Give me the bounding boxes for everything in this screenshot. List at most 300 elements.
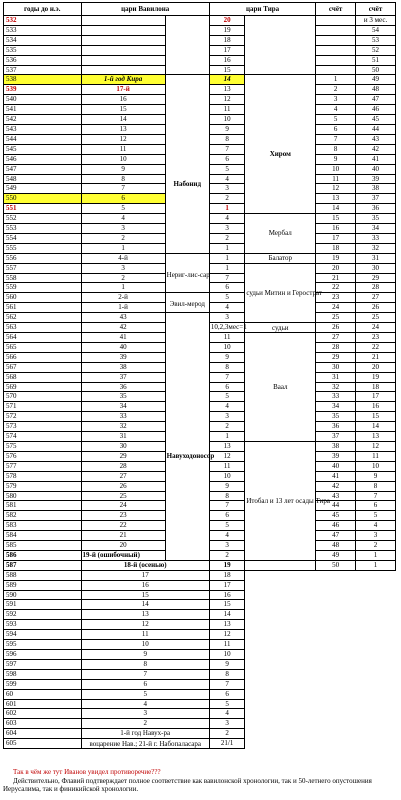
babylon-year-cell: 4-й (81, 253, 165, 263)
count-1-cell (316, 25, 356, 35)
count-1-cell: 24 (316, 303, 356, 313)
table-row (4, 729, 396, 739)
count-1-cell: 34 (316, 402, 356, 412)
tyre-year-cell: 7 (209, 679, 244, 689)
count-1-cell: 30 (316, 362, 356, 372)
year-cell: 576 (4, 451, 82, 461)
table-body (4, 16, 396, 749)
babylon-year-cell: 1-й год Кира (81, 75, 165, 85)
count-2-cell: 47 (356, 95, 396, 105)
tyre-year-cell: 15 (209, 65, 244, 75)
year-cell: 532 (4, 16, 82, 26)
year-cell: 573 (4, 422, 82, 432)
year-cell: 549 (4, 184, 82, 194)
babylon-year-cell: 3 (81, 224, 165, 234)
count-2-cell: 35 (356, 214, 396, 224)
tyre-year-cell: 4 (209, 709, 244, 719)
babylon-year-cell: 1 (81, 243, 165, 253)
year-cell: 588 (4, 570, 82, 580)
table-row (4, 709, 396, 719)
babylon-year-cell: 33 (81, 412, 165, 422)
count-1-cell: 9 (316, 154, 356, 164)
count-2-cell: 42 (356, 144, 396, 154)
year-cell: 596 (4, 650, 82, 660)
count-1-cell: 18 (316, 243, 356, 253)
year-cell: 566 (4, 352, 82, 362)
count-1-cell: 3 (316, 95, 356, 105)
count-2-cell: 9 (356, 471, 396, 481)
babylon-year-cell: 35 (81, 392, 165, 402)
year-cell: 571 (4, 402, 82, 412)
count-1-cell: 42 (316, 481, 356, 491)
babylon-year-cell: 26 (81, 481, 165, 491)
blank-cell (245, 699, 396, 709)
babylon-year-cell: 41 (81, 333, 165, 343)
count-2-cell: 14 (356, 422, 396, 432)
babylon-year-cell: 25 (81, 491, 165, 501)
tyre-year-cell: 2 (209, 233, 244, 243)
count-1-cell: 50 (316, 560, 356, 570)
tyre-year-cell: 1 (209, 263, 244, 273)
count-2-cell: 43 (356, 134, 396, 144)
babylon-year-cell: 6 (81, 194, 165, 204)
tyre-year-cell: 5 (209, 521, 244, 531)
tyre-year-cell: 13 (209, 441, 244, 451)
tyre-year-cell: 1 (209, 243, 244, 253)
babylon-year-cell (81, 16, 165, 26)
babylon-year-cell: 7 (81, 184, 165, 194)
count-1-cell: 4 (316, 105, 356, 115)
tyre-year-cell: 14 (209, 610, 244, 620)
tyre-year-cell: 10 (209, 342, 244, 352)
year-cell: 552 (4, 214, 82, 224)
count-1-cell: 33 (316, 392, 356, 402)
tyre-year-cell: 11 (209, 333, 244, 343)
year-cell: 582 (4, 511, 82, 521)
count-2-cell: 16 (356, 402, 396, 412)
babylon-year-cell: 7 (81, 669, 209, 679)
tyre-label-empty (245, 560, 316, 570)
year-cell: 547 (4, 164, 82, 174)
count-1-cell: 21 (316, 273, 356, 283)
header-tyre-kings: цари Тира (209, 3, 315, 16)
tyre-year-cell: 7 (209, 273, 244, 283)
babylon-year-cell (81, 35, 165, 45)
count-2-cell: 45 (356, 115, 396, 125)
count-1-cell: 22 (316, 283, 356, 293)
table-row (4, 659, 396, 669)
babylon-year-cell: 43 (81, 313, 165, 323)
year-cell: 550 (4, 194, 82, 204)
tyre-year-cell: 20 (209, 16, 244, 26)
tyre-year-cell: 11 (209, 640, 244, 650)
count-1-cell: 14 (316, 204, 356, 214)
count-1-cell: 29 (316, 352, 356, 362)
conclusion-paragraph: Действительно, Флавий подтверждает полное соответствие как вавилонской хронологии, так и 50-летнего опустошения Иерусалима, так и финикийской хронологии. (3, 776, 372, 793)
year-cell: 597 (4, 659, 82, 669)
year-cell: 584 (4, 531, 82, 541)
tyre-year-cell: 19 (209, 25, 244, 35)
count-1-cell: 7 (316, 134, 356, 144)
header-count-1: счёт (316, 3, 356, 16)
year-cell: 541 (4, 105, 82, 115)
count-2-cell: 2 (356, 541, 396, 551)
year-cell: 590 (4, 590, 82, 600)
babylon-year-cell: 14 (81, 115, 165, 125)
year-cell: 577 (4, 461, 82, 471)
year-cell: 587 (4, 560, 82, 570)
blank-cell (245, 669, 396, 679)
tyre-year-cell: 10 (209, 471, 244, 481)
count-1-cell: 41 (316, 471, 356, 481)
header-babylon-kings: цари Вавилона (81, 3, 209, 16)
tyre-year-cell: 4 (209, 303, 244, 313)
tyre-year-cell: 13 (209, 85, 244, 95)
count-2-cell: 25 (356, 313, 396, 323)
babylon-label-nabonid: Набонид (165, 75, 209, 253)
blank-cell (245, 679, 396, 689)
babylon-year-cell: 2-й (81, 293, 165, 303)
babylon-year-cell: 8 (81, 174, 165, 184)
year-cell: 570 (4, 392, 82, 402)
count-2-cell: 27 (356, 293, 396, 303)
tyre-year-cell: 2 (209, 550, 244, 560)
year-cell: 559 (4, 283, 82, 293)
tyre-year-cell: 16 (209, 590, 244, 600)
count-2-cell: 19 (356, 372, 396, 382)
count-2-cell: 54 (356, 25, 396, 35)
tyre-year-cell: 5 (209, 164, 244, 174)
year-cell: 575 (4, 441, 82, 451)
table-row (4, 719, 396, 729)
year-cell: 543 (4, 124, 82, 134)
babylon-label-empty (165, 16, 209, 75)
babylon-year-cell: 8 (81, 659, 209, 669)
babylon-year-cell: 27 (81, 471, 165, 481)
count-2-cell: 15 (356, 412, 396, 422)
babylon-year-cell (81, 45, 165, 55)
count-2-cell: 50 (356, 65, 396, 75)
year-cell: 542 (4, 115, 82, 125)
count-1-cell: 17 (316, 233, 356, 243)
year-cell: 555 (4, 243, 82, 253)
count-2-cell: 8 (356, 481, 396, 491)
tyre-label-empty (245, 16, 316, 75)
count-2-cell: 21 (356, 352, 396, 362)
babylon-year-cell: 5 (81, 204, 165, 214)
count-2-cell: 39 (356, 174, 396, 184)
count-2-cell: 29 (356, 273, 396, 283)
tyre-year-cell: 11 (209, 105, 244, 115)
babylon-year-cell: 22 (81, 521, 165, 531)
table-row (4, 580, 396, 590)
babylon-year-cell: 15 (81, 590, 209, 600)
year-cell: 557 (4, 263, 82, 273)
year-cell: 598 (4, 669, 82, 679)
year-cell: 591 (4, 600, 82, 610)
year-cell: 583 (4, 521, 82, 531)
babylon-label-nebuchadnezzar: Навуходоносор (165, 313, 209, 561)
year-cell: 534 (4, 35, 82, 45)
count-2-cell: 34 (356, 224, 396, 234)
count-2-cell: 1 (356, 560, 396, 570)
count-2-cell: 4 (356, 521, 396, 531)
count-2-cell: 6 (356, 501, 396, 511)
year-cell: 568 (4, 372, 82, 382)
babylon-year-cell: 1-й год Навух-ра (81, 729, 209, 739)
babylon-year-cell: 18-й (осенью) (81, 560, 209, 570)
count-2-cell: 3 (356, 531, 396, 541)
tyre-label-balator: Балатор (245, 253, 316, 263)
babylon-year-cell: 28 (81, 461, 165, 471)
babylon-year-cell: 10 (81, 154, 165, 164)
count-1-cell (316, 65, 356, 75)
notes (3, 768, 396, 794)
tyre-year-cell: 6 (209, 382, 244, 392)
tyre-label-merbal: Мербал (245, 214, 316, 254)
count-2-cell: 18 (356, 382, 396, 392)
year-cell: 560 (4, 293, 82, 303)
count-1-cell: 44 (316, 501, 356, 511)
count-2-cell: 32 (356, 243, 396, 253)
babylon-year-cell: 5 (81, 689, 209, 699)
tyre-year-cell: 8 (209, 491, 244, 501)
tyre-year-cell: 5 (209, 392, 244, 402)
count-2-cell: 37 (356, 194, 396, 204)
count-1-cell: 49 (316, 550, 356, 560)
year-cell: 572 (4, 412, 82, 422)
count-1-cell: 12 (316, 184, 356, 194)
count-2-cell: 52 (356, 45, 396, 55)
table-row (4, 550, 396, 560)
count-1-cell: 37 (316, 432, 356, 442)
count-1-cell: 46 (316, 521, 356, 531)
babylon-year-cell: 32 (81, 422, 165, 432)
count-2-cell: 23 (356, 333, 396, 343)
year-cell: 605 (4, 739, 82, 749)
year-cell: 554 (4, 233, 82, 243)
tyre-year-cell: 15 (209, 600, 244, 610)
babylon-year-cell: 2 (81, 233, 165, 243)
count-1-cell: 48 (316, 541, 356, 551)
count-2-cell: 17 (356, 392, 396, 402)
year-cell: 579 (4, 481, 82, 491)
tyre-year-cell: 4 (209, 402, 244, 412)
header-row (4, 3, 396, 16)
count-2-cell: 22 (356, 342, 396, 352)
babylon-year-cell: 3 (81, 709, 209, 719)
tyre-year-cell: 6 (209, 511, 244, 521)
year-cell: 599 (4, 679, 82, 689)
tyre-year-cell: 3 (209, 184, 244, 194)
babylon-year-cell: 13 (81, 124, 165, 134)
table-row (4, 313, 396, 323)
year-cell: 602 (4, 709, 82, 719)
blank-cell (245, 650, 396, 660)
blank-cell (245, 689, 396, 699)
count-2-cell: 12 (356, 441, 396, 451)
tyre-year-cell: 10 (209, 650, 244, 660)
babylon-year-cell: 30 (81, 441, 165, 451)
tyre-label-hirom: Хиром (245, 75, 316, 214)
babylon-year-cell: 2 (81, 719, 209, 729)
count-2-cell: 28 (356, 283, 396, 293)
babylon-year-cell: 37 (81, 372, 165, 382)
count-1-cell: 6 (316, 124, 356, 134)
blank-cell (245, 659, 396, 669)
babylon-year-cell: 12 (81, 134, 165, 144)
count-2-cell: 26 (356, 303, 396, 313)
table-row (4, 293, 396, 303)
tyre-year-cell: 2 (209, 194, 244, 204)
table-row (4, 590, 396, 600)
tyre-year-cell: 8 (209, 362, 244, 372)
year-cell: 546 (4, 154, 82, 164)
year-cell: 603 (4, 719, 82, 729)
tyre-label-itobal-siege: Итобал и 13 лет осады Тира (245, 441, 316, 560)
count-2-cell: 20 (356, 362, 396, 372)
babylon-year-cell: 31 (81, 432, 165, 442)
babylon-year-cell: 1-й (81, 303, 165, 313)
babylon-year-cell: 6 (81, 679, 209, 689)
tyre-year-cell: 21/1 (209, 739, 244, 749)
tyre-year-cell: 5 (209, 293, 244, 303)
year-cell: 562 (4, 313, 82, 323)
tyre-year-cell: 4 (209, 174, 244, 184)
tyre-year-cell: 2 (209, 729, 244, 739)
babylon-year-cell: 2 (81, 273, 165, 283)
tyre-year-cell: 7 (209, 372, 244, 382)
blank-cell (245, 620, 396, 630)
babylon-year-cell: 9 (81, 650, 209, 660)
tyre-year-cell: 6 (209, 283, 244, 293)
babylon-year-cell: 11 (81, 630, 209, 640)
count-1-cell: 40 (316, 461, 356, 471)
babylon-year-cell: воцарение Нав.; 21-й г. Набопаласара (81, 739, 209, 749)
blank-cell (245, 719, 396, 729)
count-1-cell: 10 (316, 164, 356, 174)
tyre-year-cell: 3 (209, 719, 244, 729)
tyre-year-cell: 10,2,3мес=1 (210, 323, 247, 332)
babylon-year-cell: 13 (81, 610, 209, 620)
count-1-cell: 38 (316, 441, 356, 451)
tyre-year-cell: 6 (209, 154, 244, 164)
table-row (4, 253, 396, 263)
blank-cell (245, 630, 396, 640)
year-cell: 578 (4, 471, 82, 481)
babylon-year-cell: 39 (81, 352, 165, 362)
tyre-year-cell: 9 (209, 659, 244, 669)
tyre-label-judges-mitin-gerostrat: судьи Митин и Герострат (245, 263, 316, 322)
tyre-year-cell: 7 (209, 501, 244, 511)
tyre-year-cell: 7 (209, 144, 244, 154)
tyre-year-cell: 12 (209, 630, 244, 640)
count-1-cell: 23 (316, 293, 356, 303)
babylon-year-cell: 10 (81, 640, 209, 650)
year-cell: 533 (4, 25, 82, 35)
tyre-year-cell: 8 (209, 669, 244, 679)
blank-cell (245, 590, 396, 600)
count-2-cell: 40 (356, 164, 396, 174)
babylon-year-cell: 16 (81, 95, 165, 105)
count-1-cell (316, 35, 356, 45)
count-2-cell: 46 (356, 105, 396, 115)
count-1-cell (316, 45, 356, 55)
count-1-cell: 19 (316, 253, 356, 263)
babylon-year-cell (81, 55, 165, 65)
count-2-cell: и 3 мес. (356, 16, 396, 26)
babylon-year-cell: 29 (81, 451, 165, 461)
count-1-cell: 26 (316, 323, 356, 333)
babylon-year-cell: 17-й (81, 85, 165, 95)
babylon-year-cell: 34 (81, 402, 165, 412)
table-row (4, 570, 396, 580)
header-years: годы до н.э. (4, 3, 82, 16)
count-2-cell: 36 (356, 204, 396, 214)
count-1-cell: 25 (316, 313, 356, 323)
table-row (4, 600, 396, 610)
count-1-cell: 36 (316, 422, 356, 432)
babylon-label-evil-merodach: Эвил-мерод (165, 293, 209, 313)
header-count-2: счёт (356, 3, 396, 16)
count-2-cell: 5 (356, 511, 396, 521)
year-cell: 604 (4, 729, 82, 739)
count-2-cell: 30 (356, 263, 396, 273)
year-cell: 538 (4, 75, 82, 85)
tyre-year-cell: 13 (209, 620, 244, 630)
count-1-cell: 11 (316, 174, 356, 184)
count-2-cell: 1 (356, 550, 396, 560)
tyre-year-cell: 2 (209, 422, 244, 432)
table-row (4, 75, 396, 85)
babylon-year-cell: 21 (81, 531, 165, 541)
blank-cell (245, 729, 396, 739)
count-1-cell (316, 16, 356, 26)
babylon-year-cell (81, 25, 165, 35)
count-2-cell: 44 (356, 124, 396, 134)
blank-cell (245, 640, 396, 650)
tyre-year-cell: 4 (209, 214, 244, 224)
babylon-year-cell: 17 (81, 570, 209, 580)
babylon-year-cell: 11 (81, 144, 165, 154)
table-row (4, 610, 396, 620)
count-1-cell: 5 (316, 115, 356, 125)
blank-cell (245, 600, 396, 610)
year-cell: 551 (4, 204, 82, 214)
babylon-year-cell: 4 (81, 699, 209, 709)
count-1-cell: 1 (316, 75, 356, 85)
babylon-year-cell: 19-й (ошибочный) (81, 550, 209, 560)
year-cell: 592 (4, 610, 82, 620)
tyre-year-cell: 3 (209, 412, 244, 422)
table-row (4, 16, 396, 26)
count-2-cell: 49 (356, 75, 396, 85)
blank-cell (245, 570, 396, 580)
count-1-cell: 45 (316, 511, 356, 521)
year-cell: 60 (4, 689, 82, 699)
blank-cell (245, 739, 396, 749)
tyre-year-cell: 19 (209, 560, 244, 570)
tyre-year-cell: 17 (209, 580, 244, 590)
tyre-year-cell: 9 (209, 481, 244, 491)
table-row (4, 640, 396, 650)
tyre-year-cell: 12 (209, 451, 244, 461)
year-cell: 585 (4, 541, 82, 551)
year-cell: 565 (4, 342, 82, 352)
count-2-cell: 10 (356, 461, 396, 471)
table-row (4, 669, 396, 679)
year-cell: 593 (4, 620, 82, 630)
